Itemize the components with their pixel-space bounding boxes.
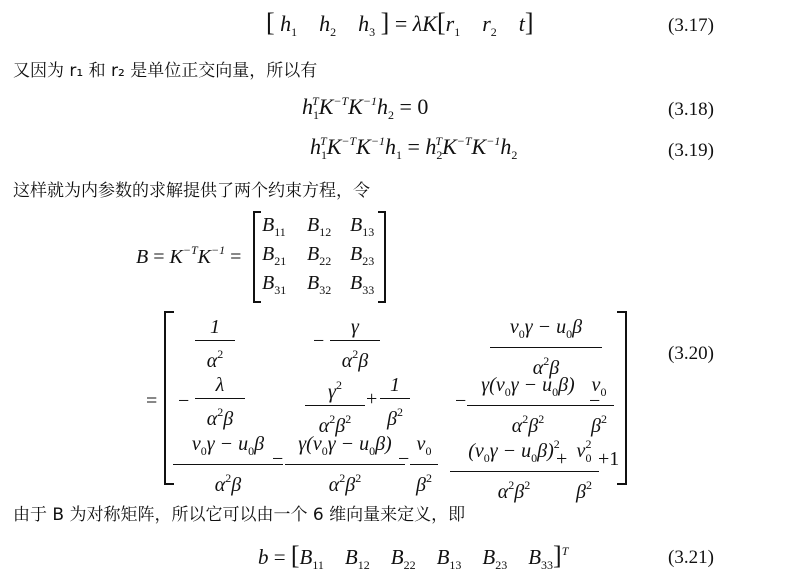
row2-minus: − — [178, 390, 190, 412]
b-definition-lhs: $B = K^{-T}K^{-1}$ = — [136, 243, 242, 268]
text-symmetric: 由于 B 为对称矩阵，所以它可以由一个 6 维向量来定义，即 — [13, 505, 466, 525]
row3-plus-1: + — [556, 448, 568, 470]
row3-v0sq-over-beta2: $v_0^2$ $\beta^2$ — [569, 432, 599, 504]
row3-plus-one: +1 — [598, 448, 620, 470]
equation-number-3-20: (3.20) — [668, 343, 714, 364]
equation-number-3-19: (3.19) — [668, 140, 714, 161]
equation-number-3-18: (3.18) — [668, 99, 714, 120]
matrix-b-left-bracket — [253, 211, 261, 303]
equation-number-3-21: (3.21) — [668, 547, 714, 568]
equation-3-17: [ $h_1$ $h_2$ $h_3$ ] = $\lambda K[r_1$ $r_2$ t] — [266, 8, 534, 39]
row2-v0-over-beta2: $v_0$ $\beta^2$ — [584, 373, 614, 438]
text-constraints: 这样就为内参数的求解提供了两个约束方程，令 — [13, 181, 370, 201]
text-orthogonal: 又因为 r₁ 和 r₂ 是单位正交向量，所以有 — [13, 61, 318, 81]
equation-number-3-17: (3.17) — [668, 15, 714, 36]
equation-3-19: $h_1^TK^{-T}K^{-1}h_1 = h_2^TK^{-T}K^{-1}h_2$ — [310, 134, 518, 162]
equation-3-21: $b = [B_{11}$ $B_{12}$ $B_{22}$ $B_{13}$ $B_{23}$ $B_{33}]^T$ — [258, 541, 569, 572]
big-matrix-equals: = — [146, 390, 158, 412]
matrix-b-right-bracket — [378, 211, 386, 303]
equation-3-18: $h_1^TK^{-T}K^{-1}h_2 = 0$ — [302, 94, 429, 122]
